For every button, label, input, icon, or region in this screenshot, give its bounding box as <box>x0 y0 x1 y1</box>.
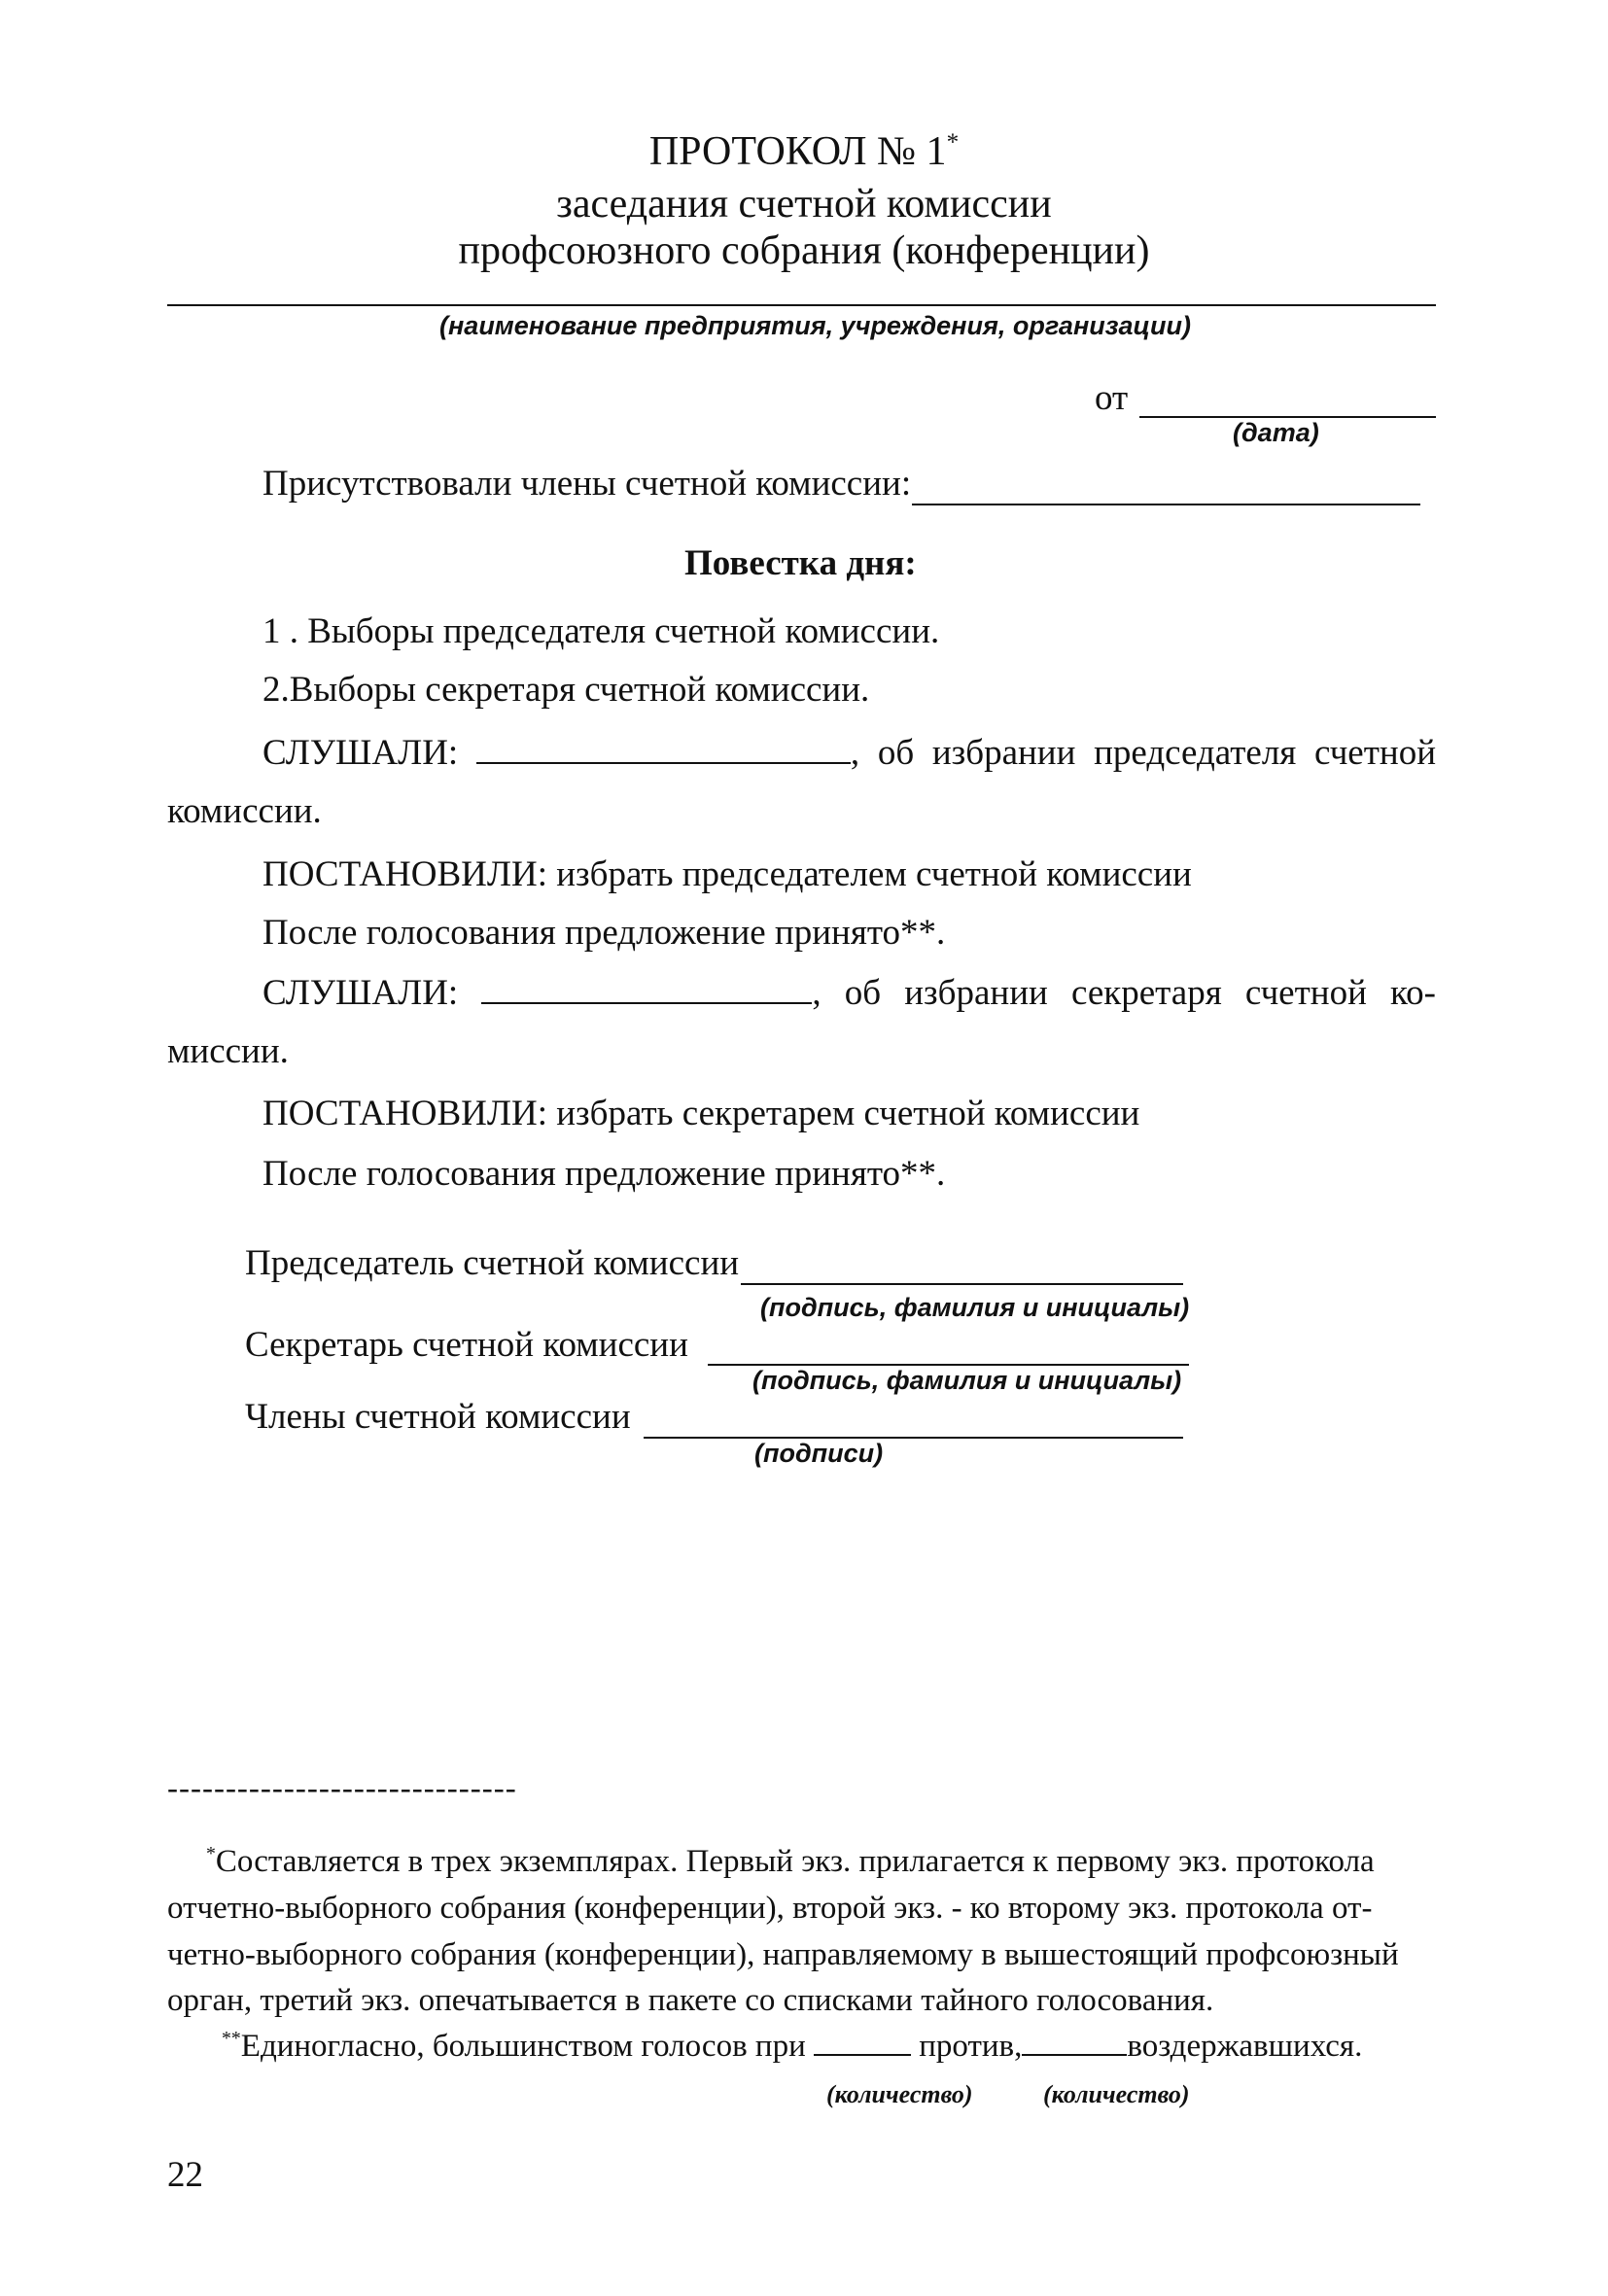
signature-members-line <box>644 1437 1183 1439</box>
resolved-chair: ПОСТАНОВИЛИ: избрать председателем счетной комиссии <box>262 854 1192 894</box>
document-subtitle-1: заседания счетной комиссии <box>556 182 1052 226</box>
organization-line <box>167 304 1436 306</box>
signature-members-caption: (подписи) <box>754 1439 884 1468</box>
signature-chair-label: Председатель счетной комиссии <box>245 1243 740 1283</box>
footnote-2-mark: ** <box>222 2028 241 2049</box>
agenda-title: Повестка дня: <box>684 543 917 583</box>
document-subtitle-2: профсоюзного собрания (конференции) <box>458 228 1150 273</box>
signature-secretary-label: Секретарь счетной комиссии <box>245 1325 688 1365</box>
date-prefix: от <box>1095 378 1129 418</box>
footnote-2-blank-1 <box>814 2029 911 2056</box>
signature-secretary-caption: (подпись, фамилия и инициалы) <box>752 1366 1182 1395</box>
footnote-1-mark: * <box>206 1843 216 1864</box>
heard-label: СЛУШАЛИ: <box>262 733 459 773</box>
signature-chair-line <box>741 1283 1183 1285</box>
title-footnote-mark: * <box>946 129 960 156</box>
heard-secretary-blank <box>481 975 812 1004</box>
heard-secretary-line: СЛУШАЛИ: , об избрании секретаря счетной ко- <box>262 973 1436 1013</box>
present-line <box>912 504 1420 505</box>
vote-result-2: После голосования предложение принято**. <box>262 1154 946 1194</box>
agenda-item-2: 2.Выборы секретаря счетной комиссии. <box>262 670 870 710</box>
page-number: 22 <box>167 2155 203 2195</box>
footnote-2-caption-1: (количество) <box>826 2080 973 2108</box>
heard-chair-name: , <box>476 732 859 774</box>
heard-chair-blank <box>476 735 851 764</box>
resolved-secretary: ПОСТАНОВИЛИ: избрать секретарем счетной комиссии <box>262 1094 1140 1133</box>
footnote-separator: ------------------------------ <box>167 1771 517 1806</box>
heard-chair-line: СЛУШАЛИ: , об избрании председателя счетной <box>262 733 1436 773</box>
footnote-1-line-3: четно-выборного собрания (конференции), направляемому в вышестоящий профсоюзный <box>167 1937 1399 1972</box>
organization-caption: (наименование предприятия, учреждения, организации) <box>439 311 1191 340</box>
title-text: ПРОТОКОЛ № 1 <box>648 129 947 174</box>
vote-result-1: После голосования предложение принято**. <box>262 913 946 953</box>
heard-secretary-continuation: миссии. <box>167 1031 289 1071</box>
signature-members-label: Члены счетной комиссии <box>245 1397 631 1437</box>
footnote-2-blank-2 <box>1022 2029 1127 2056</box>
footnote-2-line: **Единогласно, большинством голосов при против, воздержавшихся. <box>222 2028 1363 2064</box>
heard-label-2: СЛУШАЛИ: <box>262 973 459 1013</box>
present-label: Присутствовали члены счетной комиссии: <box>262 464 912 504</box>
heard-secretary-name: , <box>481 972 821 1014</box>
footnote-1-line-1: *Составляется в трех экземплярах. Первый экз. прилагается к первому экз. протокола <box>206 1843 1375 1879</box>
agenda-item-1: 1 . Выборы председателя счетной комиссии. <box>262 611 940 651</box>
heard-chair-continuation: комиссии. <box>167 791 322 831</box>
footnote-1-line-2: отчетно-выборного собрания (конференции), второй экз. - ко второму экз. протокола от- <box>167 1891 1373 1926</box>
document-title <box>0 128 1608 175</box>
footnote-1-line-4: орган, третий экз. опечатывается в пакете со списками тайного голосования. <box>167 1983 1214 2018</box>
footnote-2-caption-2: (количество) <box>1043 2080 1190 2108</box>
signature-chair-caption: (подпись, фамилия и инициалы) <box>760 1293 1190 1322</box>
date-caption: (дата) <box>1233 418 1319 447</box>
